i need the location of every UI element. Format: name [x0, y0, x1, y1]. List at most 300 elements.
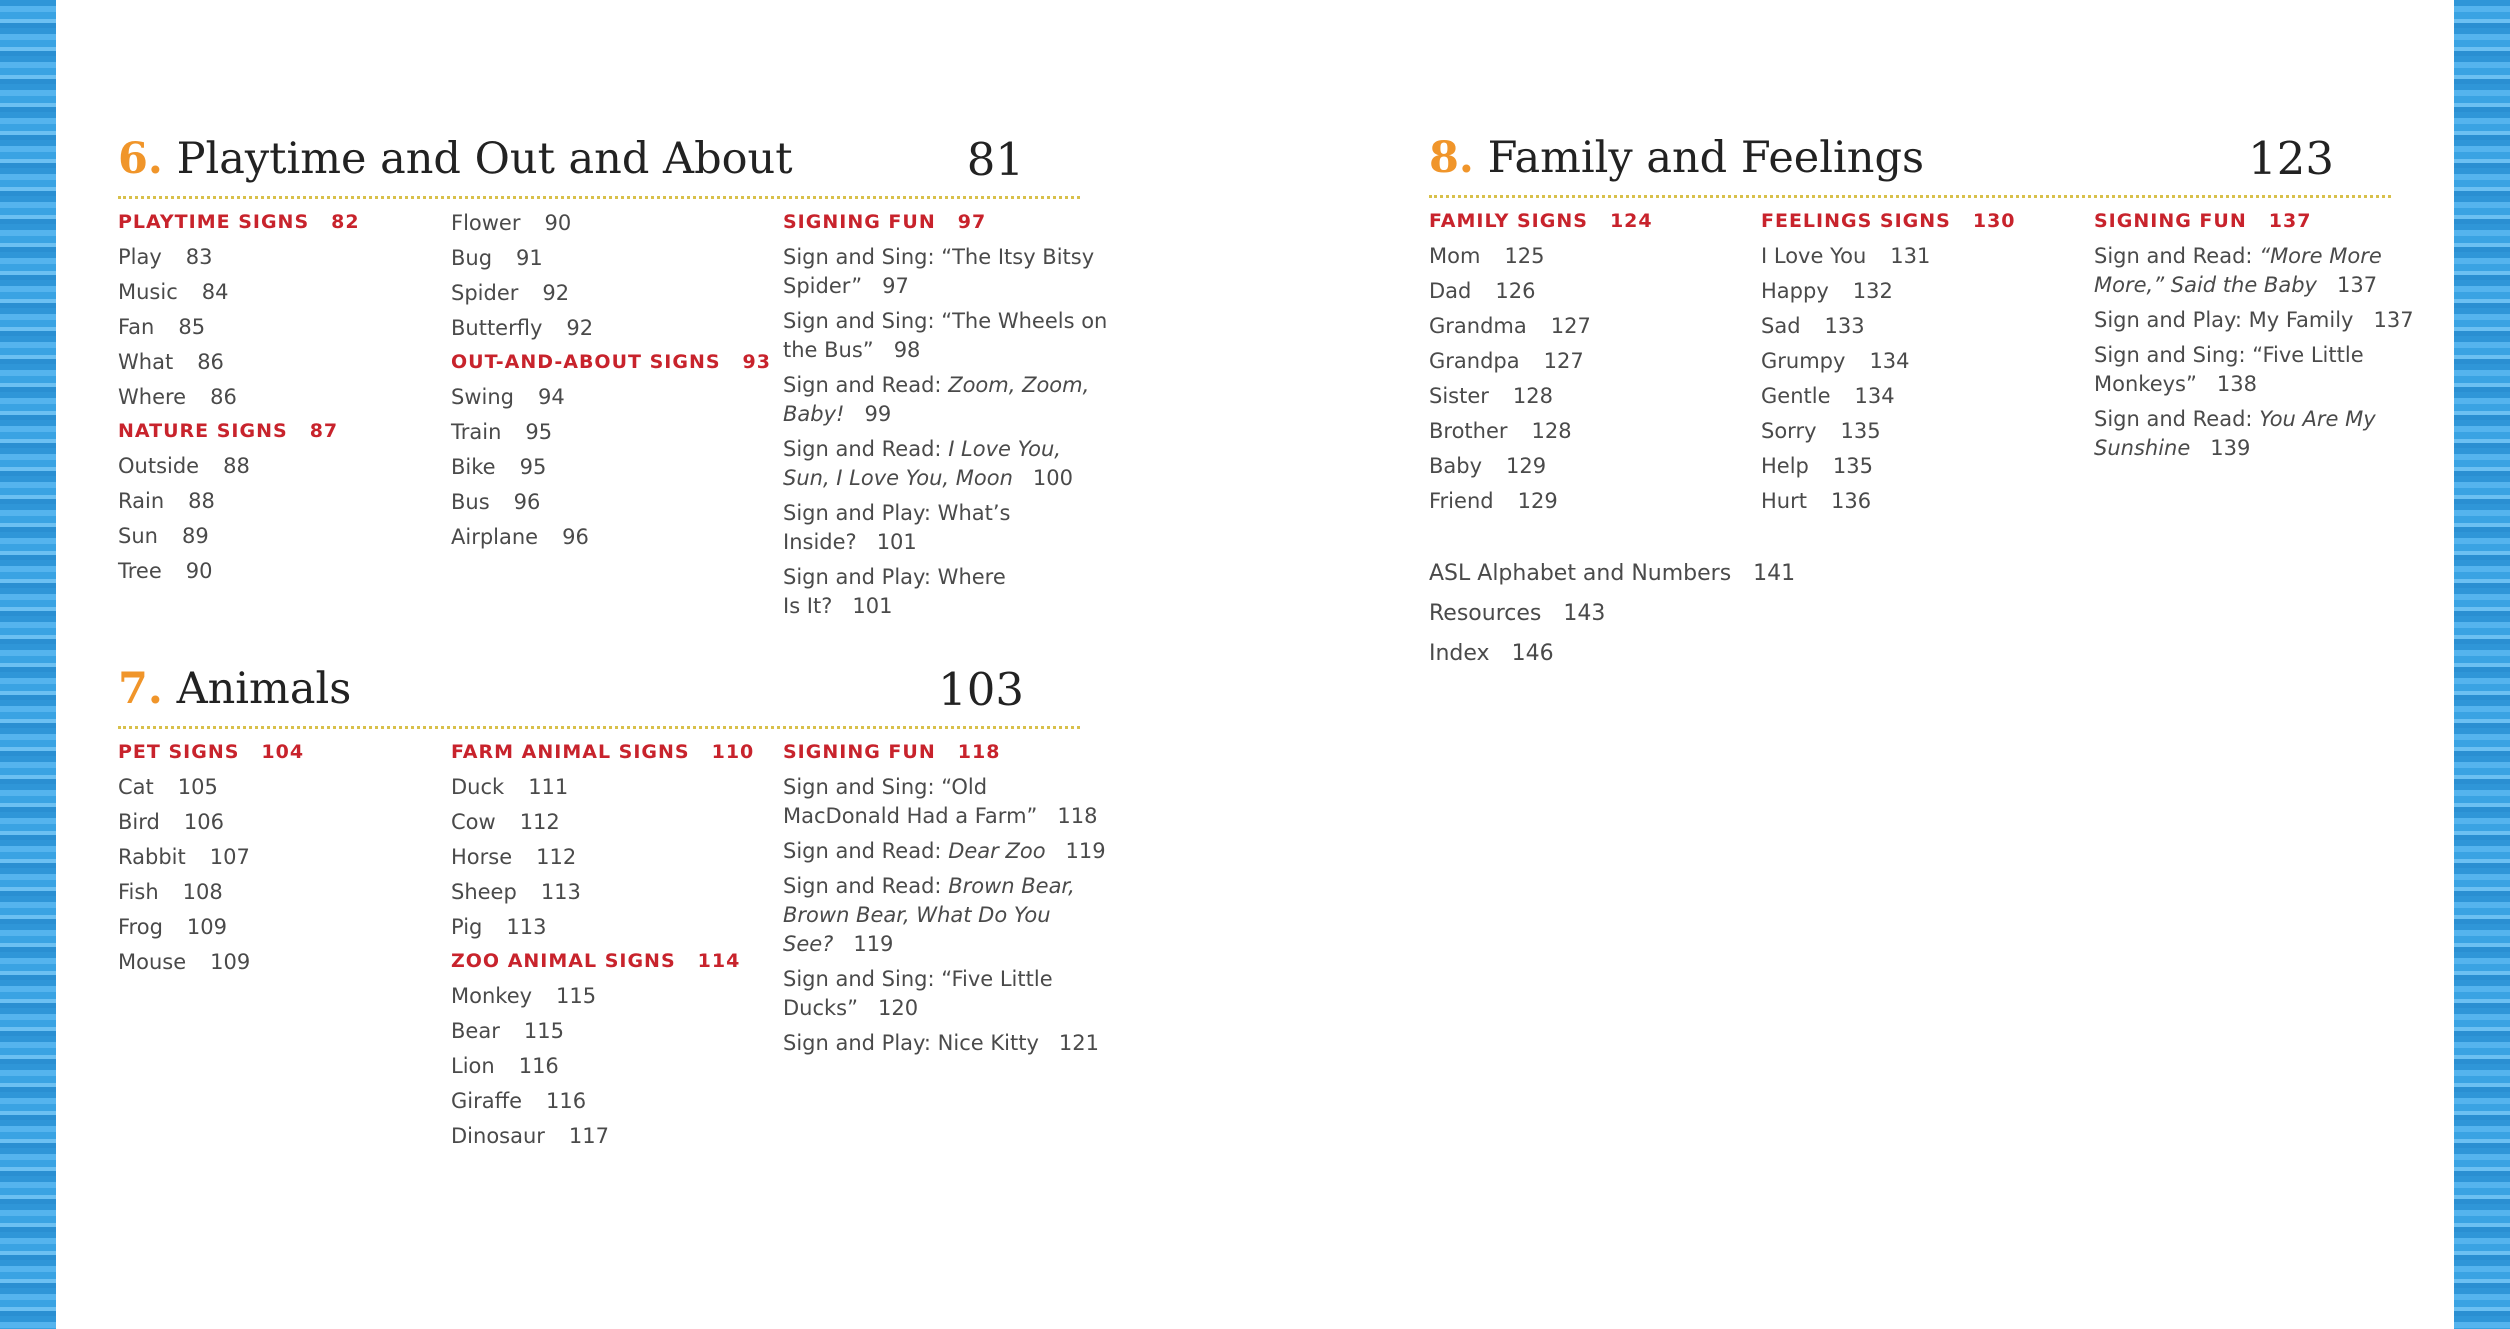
entry-page: 105	[177, 775, 218, 799]
entry-line-text: Sign and Play: My Family	[2094, 308, 2354, 332]
toc-entry[interactable]	[451, 773, 754, 802]
toc-entry[interactable]	[451, 209, 771, 238]
entry-label: Dinosaur	[451, 1124, 545, 1148]
entry-label: Hurt	[1761, 489, 1807, 513]
toc-entry[interactable]	[118, 878, 304, 907]
toc-entry[interactable]	[451, 453, 771, 482]
chapter-7-rule	[118, 726, 1080, 729]
toc-entry[interactable]	[451, 523, 771, 552]
chapter-title-text: Playtime and Out and About	[176, 134, 793, 184]
section-title-text: PLAYTIME SIGNS	[118, 211, 310, 233]
entry-line-text: the Bus”	[783, 338, 874, 362]
toc-entry[interactable]	[1429, 277, 1653, 306]
entry-page: 116	[546, 1089, 587, 1113]
entry-page: 133	[1824, 314, 1865, 338]
section-title-text: FARM ANIMAL SIGNS	[451, 741, 690, 763]
toc-entry[interactable]	[118, 383, 360, 412]
toc-entry[interactable]	[783, 837, 1106, 866]
entry-page: 137	[2373, 308, 2414, 332]
book-title: Sun, I Love You, Moon	[783, 466, 1013, 490]
entry-page: 131	[1890, 244, 1931, 268]
toc-entry[interactable]	[118, 452, 360, 481]
toc-entry[interactable]	[2094, 306, 2414, 335]
entry-page: 127	[1550, 314, 1591, 338]
ch8-column-3	[2094, 208, 2414, 469]
section-title	[451, 349, 771, 375]
entry-page: 143	[1563, 601, 1606, 626]
toc-entry[interactable]	[451, 1087, 754, 1116]
section-title	[118, 418, 360, 444]
entry-line-text: Monkeys”	[2094, 372, 2197, 396]
section-page: 104	[261, 741, 305, 763]
entry-line-text: Sign and Play: Nice Kitty	[783, 1031, 1039, 1055]
entry-page: 83	[185, 245, 213, 269]
entry-label: Rabbit	[118, 845, 186, 869]
entry-label: Mouse	[118, 950, 187, 974]
entry-label: Tree	[118, 559, 162, 583]
entry-line: Sign and Play: Where	[783, 565, 1006, 589]
ch7-column-2	[451, 739, 754, 1157]
toc-entry[interactable]	[1429, 347, 1653, 376]
book-title: Brown Bear, What Do You	[783, 903, 1051, 927]
toc-entry[interactable]	[1761, 452, 2016, 481]
entry-line: Sign and Play: What’s	[783, 501, 1011, 525]
entry-page: 92	[566, 316, 594, 340]
entry-page: 101	[876, 530, 917, 554]
toc-entry[interactable]	[1429, 559, 1795, 589]
entry-line	[783, 1029, 1106, 1058]
entry-label: Spider	[451, 281, 519, 305]
entry-label: Bear	[451, 1019, 500, 1043]
entry-page: 115	[556, 984, 597, 1008]
toc-entry[interactable]	[451, 418, 771, 447]
entry-line	[783, 371, 1107, 400]
section-title-text: FEELINGS SIGNS	[1761, 210, 1951, 232]
entry-line-text: Ducks”	[783, 996, 859, 1020]
entry-page: 92	[542, 281, 570, 305]
entry-line-text: Sign and Read:	[2094, 407, 2260, 431]
entry-page: 99	[864, 402, 892, 426]
section-page: 82	[331, 211, 360, 233]
toc-entry[interactable]	[1429, 312, 1653, 341]
entry-line: Sign and Sing: “The Wheels on	[783, 309, 1108, 333]
entry-page: 94	[537, 385, 565, 409]
entry-page: 108	[182, 880, 223, 904]
entry-page: 121	[1058, 1031, 1099, 1055]
section-title	[118, 739, 304, 765]
entry-line	[2094, 271, 2414, 300]
left-edge-stripe	[0, 0, 56, 1329]
entry-line	[783, 400, 1107, 429]
entry-line	[783, 930, 1106, 959]
toc-entry[interactable]	[783, 773, 1106, 831]
toc-entry[interactable]	[1429, 382, 1653, 411]
entry-label: Index	[1429, 641, 1490, 666]
toc-entry[interactable]	[118, 522, 360, 551]
entry-line-text: Inside?	[783, 530, 857, 554]
entry-line	[783, 528, 1107, 557]
ch6-column-3	[783, 209, 1107, 627]
entry-page: 128	[1531, 419, 1572, 443]
entry-page: 95	[519, 455, 547, 479]
entry-label: Horse	[451, 845, 513, 869]
toc-entry[interactable]	[2094, 405, 2414, 463]
entry-page: 137	[2336, 273, 2378, 297]
toc-entry[interactable]	[1761, 277, 2016, 306]
entry-page: 132	[1852, 279, 1893, 303]
toc-entry[interactable]	[1761, 347, 2016, 376]
entry-page: 88	[223, 454, 250, 478]
entry-label: Grumpy	[1761, 349, 1846, 373]
toc-entry[interactable]	[783, 499, 1107, 557]
toc-entry[interactable]	[451, 913, 754, 942]
entry-line	[2094, 405, 2414, 434]
entry-label: Flower	[451, 211, 521, 235]
entry-page: 120	[878, 996, 919, 1020]
toc-entry[interactable]	[118, 557, 360, 586]
chapter-number: 7.	[118, 664, 163, 714]
toc-entry[interactable]	[1761, 382, 2016, 411]
entry-label: Grandma	[1429, 314, 1527, 338]
entry-label: Sheep	[451, 880, 517, 904]
entry-page: 135	[1832, 454, 1873, 478]
section-page: 130	[1972, 210, 2016, 232]
toc-entry[interactable]	[451, 383, 771, 412]
entry-label: Sad	[1761, 314, 1801, 338]
entry-page: 91	[516, 246, 543, 270]
section-page: 118	[957, 741, 1001, 763]
book-title: See?	[783, 932, 834, 956]
entry-line-text: Sign and Read:	[783, 437, 949, 461]
entry-page: 113	[506, 915, 547, 939]
entry-page: 107	[209, 845, 250, 869]
ch7-column-3	[783, 739, 1106, 1064]
book-title: Brown Bear,	[948, 874, 1075, 898]
section-title-text: PET SIGNS	[118, 741, 240, 763]
entry-line	[2094, 242, 2414, 271]
entry-label: Brother	[1429, 419, 1508, 443]
chapter-title-text: Animals	[176, 664, 352, 714]
chapter-7-page: 103	[938, 663, 1024, 716]
entry-page: 86	[197, 350, 224, 374]
section-title	[1429, 208, 1653, 234]
toc-entry[interactable]	[451, 982, 754, 1011]
entry-label: Gentle	[1761, 384, 1831, 408]
entry-label: Lion	[451, 1054, 495, 1078]
toc-entry[interactable]	[118, 278, 360, 307]
entry-label: Monkey	[451, 984, 533, 1008]
toc-entry[interactable]	[451, 488, 771, 517]
entry-label: Airplane	[451, 525, 539, 549]
chapter-6-rule	[118, 196, 1080, 199]
entry-label: Swing	[451, 385, 514, 409]
toc-entry[interactable]	[118, 348, 360, 377]
entry-label: Help	[1761, 454, 1809, 478]
entry-page: 117	[568, 1124, 610, 1148]
entry-line-text: Sign and Read:	[783, 839, 949, 863]
right-edge-stripe	[2454, 0, 2510, 1329]
section-page: 87	[309, 420, 339, 442]
entry-label: Giraffe	[451, 1089, 522, 1113]
toc-entry[interactable]	[1761, 417, 2016, 446]
entry-label: Bug	[451, 246, 493, 270]
entry-label: Fish	[118, 880, 159, 904]
entry-label: Where	[118, 385, 187, 409]
chapter-number: 8.	[1429, 133, 1474, 183]
entry-label: Resources	[1429, 601, 1542, 626]
entry-line: Sign and Sing: “Old	[783, 775, 988, 799]
toc-entry[interactable]	[1429, 242, 1653, 271]
entry-page: 129	[1517, 489, 1558, 513]
toc-entry[interactable]	[2094, 341, 2414, 399]
entry-label: I Love You	[1761, 244, 1867, 268]
entry-page: 113	[540, 880, 581, 904]
toc-entry[interactable]	[1429, 452, 1653, 481]
ch8-column-1	[1429, 208, 1653, 522]
entry-label: Rain	[118, 489, 165, 513]
toc-entry[interactable]	[783, 872, 1106, 959]
toc-entry[interactable]	[1761, 487, 2016, 516]
entry-page: 118	[1057, 804, 1098, 828]
toc-entry[interactable]	[451, 279, 771, 308]
entry-page: 88	[188, 489, 215, 513]
toc-entry[interactable]	[118, 313, 360, 342]
entry-label: Outside	[118, 454, 200, 478]
entry-page: 134	[1854, 384, 1895, 408]
ch6-column-1	[118, 209, 360, 592]
entry-line-text: MacDonald Had a Farm”	[783, 804, 1038, 828]
section-page: 110	[711, 741, 755, 763]
chapter-7-title	[118, 664, 352, 714]
ch6-column-2	[451, 209, 771, 558]
entry-label: ASL Alphabet and Numbers	[1429, 561, 1732, 586]
toc-entry[interactable]	[783, 307, 1107, 365]
toc-entry[interactable]	[118, 243, 360, 272]
entry-label: Play	[118, 245, 162, 269]
section-title	[118, 209, 360, 235]
book-title: More,” Said the Baby	[2094, 273, 2317, 297]
entry-page: 139	[2210, 436, 2251, 460]
toc-entry[interactable]	[1761, 312, 2016, 341]
toc-entry[interactable]	[451, 843, 754, 872]
toc-entry[interactable]	[783, 371, 1107, 429]
entry-line-text: Sign and Read:	[783, 373, 949, 397]
section-title-text: OUT-AND-ABOUT SIGNS	[451, 351, 721, 373]
book-title: You Are My	[2259, 407, 2376, 431]
entry-page: 112	[536, 845, 577, 869]
toc-entry[interactable]	[451, 1017, 754, 1046]
entry-label: Mom	[1429, 244, 1481, 268]
entry-page: 128	[1512, 384, 1553, 408]
toc-entry[interactable]	[118, 843, 304, 872]
entry-line	[2094, 370, 2414, 399]
section-title	[1761, 208, 2016, 234]
chapter-8-title	[1429, 133, 1925, 183]
entry-page: 115	[523, 1019, 564, 1043]
entry-line: Sign and Sing: “Five Little	[783, 967, 1053, 991]
toc-entry[interactable]	[451, 1122, 754, 1151]
entry-label: Cow	[451, 810, 496, 834]
chapter-8-page: 123	[2248, 132, 2334, 185]
entry-page: 116	[518, 1054, 559, 1078]
section-title-text: NATURE SIGNS	[118, 420, 288, 442]
entry-line	[783, 272, 1107, 301]
section-title	[451, 739, 754, 765]
entry-page: 89	[181, 524, 209, 548]
entry-label: Dad	[1429, 279, 1472, 303]
entry-page: 111	[528, 775, 569, 799]
ch8-column-2	[1761, 208, 2016, 522]
book-title: Zoom, Zoom,	[948, 373, 1090, 397]
toc-entry[interactable]	[118, 948, 304, 977]
entry-page: 109	[210, 950, 251, 974]
entry-label: Fan	[118, 315, 155, 339]
entry-page: 95	[525, 420, 553, 444]
toc-entry[interactable]	[783, 243, 1107, 301]
entry-page: 100	[1032, 466, 1073, 490]
entry-page: 96	[513, 490, 541, 514]
book-title: Baby!	[783, 402, 845, 426]
toc-entry[interactable]	[1429, 417, 1653, 446]
entry-label: Bike	[451, 455, 496, 479]
section-title	[783, 209, 1107, 235]
entry-page: 86	[210, 385, 237, 409]
toc-entry[interactable]	[118, 773, 304, 802]
entry-line	[783, 336, 1107, 365]
entry-label: Baby	[1429, 454, 1483, 478]
toc-entry[interactable]	[451, 808, 754, 837]
entry-line	[783, 837, 1106, 866]
entry-label: Bus	[451, 490, 490, 514]
entry-label: Bird	[118, 810, 160, 834]
entry-page: 136	[1830, 489, 1872, 513]
entry-line	[783, 901, 1106, 930]
section-title	[783, 739, 1106, 765]
entry-page: 125	[1504, 244, 1545, 268]
toc-entry[interactable]	[451, 244, 771, 273]
entry-page: 135	[1840, 419, 1881, 443]
entry-page: 98	[893, 338, 921, 362]
toc-entry[interactable]	[783, 435, 1107, 493]
section-page: 114	[697, 950, 741, 972]
entry-page: 119	[1065, 839, 1106, 863]
entry-label: Happy	[1761, 279, 1829, 303]
entry-page: 138	[2216, 372, 2257, 396]
entry-line	[783, 464, 1107, 493]
entry-label: What	[118, 350, 174, 374]
entry-line-text: Spider”	[783, 274, 863, 298]
toc-entry[interactable]	[1429, 487, 1653, 516]
entry-label: Sister	[1429, 384, 1489, 408]
chapter-6-title	[118, 134, 793, 184]
entry-page: 90	[185, 559, 213, 583]
entry-page: 126	[1495, 279, 1536, 303]
toc-entry[interactable]	[783, 1029, 1106, 1058]
section-title-text: SIGNING FUN	[2094, 210, 2247, 232]
back-matter	[1429, 559, 1795, 679]
entry-page: 90	[544, 211, 572, 235]
entry-page: 84	[201, 280, 229, 304]
entry-line-text: Sign and Read:	[783, 874, 949, 898]
entry-line: Sign and Sing: “The Itsy Bitsy	[783, 245, 1095, 269]
ch7-column-1	[118, 739, 304, 983]
book-title: “More More	[2259, 244, 2382, 268]
section-page: 97	[957, 211, 987, 233]
entry-line	[783, 872, 1106, 901]
chapter-title-text: Family and Feelings	[1487, 133, 1925, 183]
entry-page: 97	[882, 274, 909, 298]
entry-label: Sorry	[1761, 419, 1817, 443]
toc-entry[interactable]	[1761, 242, 2016, 271]
book-title: Sunshine	[2094, 436, 2191, 460]
entry-line	[783, 994, 1106, 1023]
entry-page: 119	[853, 932, 894, 956]
entry-label: Frog	[118, 915, 163, 939]
entry-label: Grandpa	[1429, 349, 1520, 373]
entry-line	[2094, 434, 2414, 463]
section-title	[2094, 208, 2414, 234]
toc-entry[interactable]	[1429, 639, 1795, 669]
toc-entry[interactable]	[118, 808, 304, 837]
entry-label: Sun	[118, 524, 158, 548]
entry-line-text: Is It?	[783, 594, 833, 618]
chapter-8-rule	[1429, 195, 2391, 198]
toc-entry[interactable]	[118, 913, 304, 942]
section-title	[451, 948, 754, 974]
section-page: 137	[2268, 210, 2312, 232]
toc-entry[interactable]	[118, 487, 360, 516]
toc-entry[interactable]	[451, 314, 771, 343]
toc-entry[interactable]	[451, 878, 754, 907]
entry-page: 127	[1543, 349, 1584, 373]
entry-line	[783, 435, 1107, 464]
chapter-number: 6.	[118, 134, 163, 184]
section-title-text: ZOO ANIMAL SIGNS	[451, 950, 676, 972]
entry-page: 109	[186, 915, 227, 939]
toc-entry[interactable]	[783, 965, 1106, 1023]
entry-page: 134	[1869, 349, 1910, 373]
section-title-text: SIGNING FUN	[783, 741, 936, 763]
entry-page: 101	[852, 594, 893, 618]
book-title: Dear Zoo	[948, 839, 1046, 863]
section-title-text: SIGNING FUN	[783, 211, 936, 233]
entry-label: Train	[451, 420, 502, 444]
entry-line	[783, 592, 1107, 621]
entry-label: Pig	[451, 915, 483, 939]
section-page: 93	[742, 351, 771, 373]
entry-label: Cat	[118, 775, 154, 799]
entry-page: 129	[1506, 454, 1547, 478]
entry-page: 96	[562, 525, 589, 549]
section-page: 124	[1609, 210, 1653, 232]
toc-entry[interactable]	[451, 1052, 754, 1081]
entry-line	[783, 802, 1106, 831]
entry-page: 146	[1511, 641, 1554, 666]
entry-label: Duck	[451, 775, 505, 799]
entry-page: 141	[1753, 561, 1796, 586]
toc-entry[interactable]	[783, 563, 1107, 621]
entry-label: Butterfly	[451, 316, 543, 340]
section-title-text: FAMILY SIGNS	[1429, 210, 1588, 232]
entry-line: Sign and Sing: “Five Little	[2094, 343, 2364, 367]
chapter-6-page: 81	[966, 133, 1024, 186]
toc-entry[interactable]	[2094, 242, 2414, 300]
entry-label: Friend	[1429, 489, 1494, 513]
entry-line	[2094, 306, 2414, 335]
entry-line-text: Sign and Read:	[2094, 244, 2260, 268]
toc-entry[interactable]	[1429, 599, 1795, 629]
entry-page: 106	[183, 810, 224, 834]
